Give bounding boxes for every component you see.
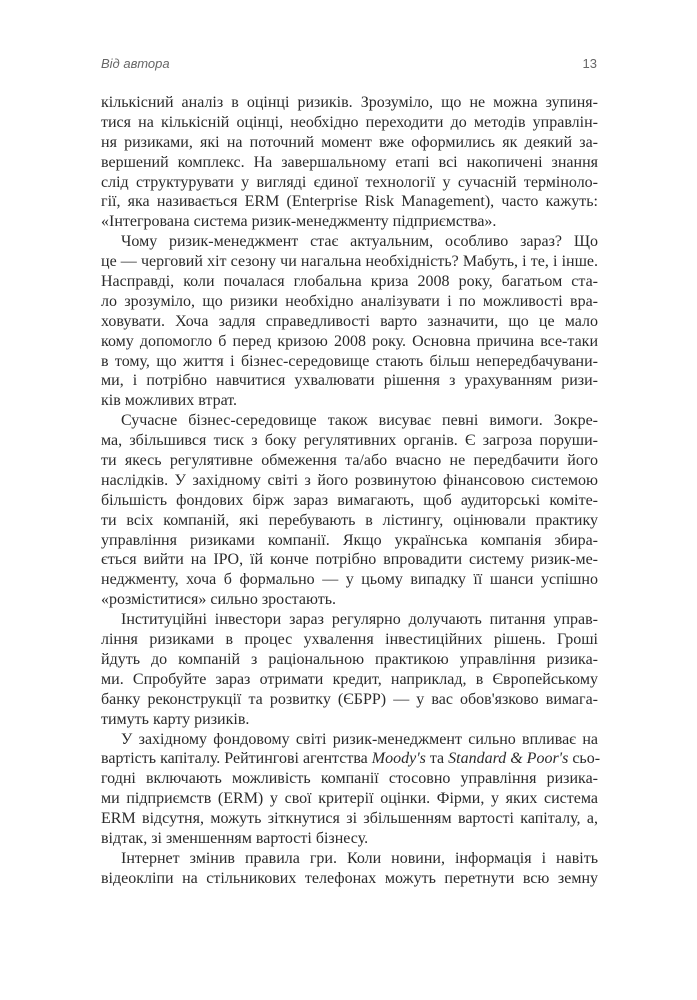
text-line: Інституційні інвестори зараз регулярно долучають питання управ- xyxy=(121,611,598,629)
page-number: 13 xyxy=(582,56,597,71)
text-line: вершений комплекс. На завершальному етапі всі накопичені знання xyxy=(101,153,598,171)
text-line: тимуть карту ризиків. xyxy=(101,710,250,728)
italic-name: Moody's xyxy=(371,750,426,768)
text-line: гії, яка називається ERM (Enterprise Risk Management), часто кажуть: xyxy=(101,193,598,211)
text-line: ми підприємств (ERM) у свої критерії оцінки. Фірми, у яких система xyxy=(101,790,598,808)
text-line: Насправді, коли почалася глобальна криза 2008 року, багатьом ста- xyxy=(101,273,598,291)
paragraph xyxy=(101,610,598,729)
text-segment: сьо- xyxy=(568,750,601,768)
text-line: У західному фондовому світі ризик-менеджмент сильно впливає на xyxy=(121,730,598,748)
text-line: ління ризиками в процес ухвалення інвестиційних рішень. Гроші xyxy=(101,631,598,649)
text-line: йдуть до компаній з раціональною практикою управління ризика- xyxy=(101,650,598,668)
paragraph xyxy=(101,232,598,411)
text-line: ховувати. Хоча задля справедливості варто зазначити, що це мало xyxy=(101,312,598,330)
text-line: відеокліпи на стільникових телефонах можуть перетнути всю земну xyxy=(101,869,598,887)
text-line xyxy=(101,749,601,769)
text-line: годні включають можливість компанії стосовно управління ризика- xyxy=(101,770,598,788)
text-segment: вартість капіталу. Рейтингові агентства xyxy=(101,750,372,768)
text-line: банку реконструкції та розвитку (ЄБРР) — у вас обов'язково вимага- xyxy=(101,690,598,708)
text-line: в тому, що життя і бізнес-середовище стають більш непередбачувани- xyxy=(101,352,598,370)
text-line: кому допомогло б перед кризою 2008 року. Основна причина все-таки xyxy=(101,332,598,350)
text-line: відтак, зі зменшенням вартості бізнесу. xyxy=(101,829,369,847)
text-line: управління ризиками компанії. Якщо українська компанія збира- xyxy=(101,531,598,549)
text-line: ми, і потрібно навчитися ухвалювати рішення з урахуванням ризи- xyxy=(101,372,598,390)
text-line: ло зрозуміло, що ризики необхідно аналізувати і по можливості вра- xyxy=(101,292,598,310)
text-line: ти якесь регулятивне обмеження та/або вчасно не передбачити його xyxy=(101,452,598,470)
paragraph xyxy=(101,849,598,889)
paragraph xyxy=(101,730,601,849)
text-line: слід структурувати у вигляді єдиної технології у сучасній терміноло- xyxy=(101,173,598,191)
text-line: Чому ризик-менеджмент стає актуальним, особливо зараз? Що xyxy=(121,233,598,251)
text-line: «розміститися» сильно зростають. xyxy=(101,591,336,609)
text-line: ється вийти на IPO, їй конче потрібно впровадити систему ризик-ме- xyxy=(101,551,598,569)
text-line: «Інтегрована система ризик-менеджменту підприємства». xyxy=(101,213,497,231)
paragraph xyxy=(101,93,598,232)
section-title: Від автора xyxy=(101,56,170,71)
text-line: це — черговий хіт сезону чи нагальна необхідність? Мабуть, і те, і інше. xyxy=(101,253,598,271)
body-text xyxy=(101,93,601,889)
text-line: більшість фондових бірж зараз вимагають, щоб аудиторські коміте- xyxy=(101,491,598,509)
text-line: неджменту, хоча б формально — у цьому випадку її шанси успішно xyxy=(101,571,598,589)
italic-name: Standard & Poor's xyxy=(448,750,569,768)
text-line: наслідків. У західному світі з його розвинутою фінансовою системою xyxy=(101,471,598,489)
text-line: ERM відсутня, можуть зіткнутися зі збільшенням вартості капіталу, а, xyxy=(101,810,598,828)
paragraph xyxy=(101,411,598,610)
text-line: ків можливих втрат. xyxy=(101,392,238,410)
text-segment: та xyxy=(425,750,449,768)
text-line: ма, збільшився тиск з боку регулятивних органів. Є загроза поруши- xyxy=(101,432,598,450)
text-line: ти всіх компаній, які перебувають в лістингу, оцінювали практику xyxy=(101,511,598,529)
text-line: Сучасне бізнес-середовище також висуває певні вимоги. Зокре- xyxy=(121,412,598,430)
text-line: Інтернет змінив правила гри. Коли новини, інформація і навіть xyxy=(121,849,598,867)
text-line: ня ризиками, які на поточний момент вже оформились як деякий за- xyxy=(101,133,598,151)
text-line: ми. Спробуйте зараз отримати кредит, наприклад, в Європейському xyxy=(101,670,598,688)
text-line: тися на кількісній оцінці, необхідно переходити до методів управлін- xyxy=(101,113,598,131)
running-header xyxy=(101,56,597,76)
text-line: кількісний аналіз в оцінці ризиків. Зрозуміло, що не можна зупиня- xyxy=(101,94,598,111)
